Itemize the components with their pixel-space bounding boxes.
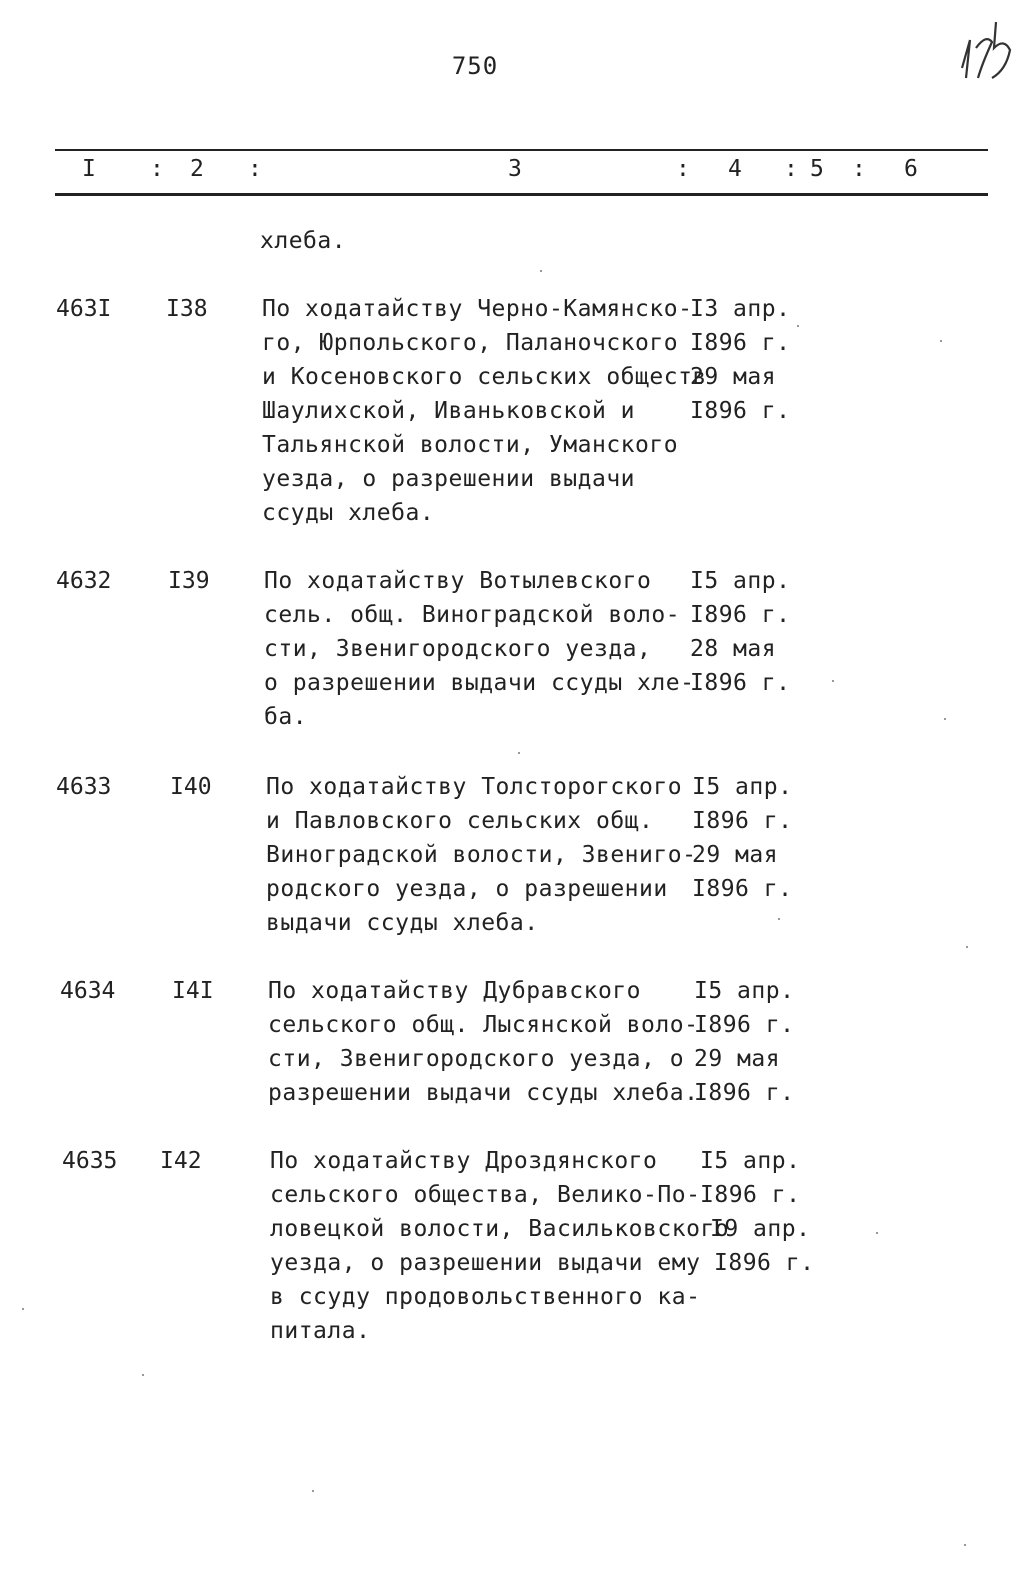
description-line: По ходатайству Черно-Камянско-: [262, 296, 693, 322]
description-line: ловецкой волости, Васильковского: [270, 1216, 730, 1242]
date-start: I5 апр.: [694, 978, 795, 1004]
date-start: I5 апр.: [692, 774, 793, 800]
entry-description: [264, 564, 694, 734]
entry-subnumber: I38: [166, 296, 208, 322]
date-end: 29 мая: [690, 364, 777, 390]
column-separator: :: [248, 156, 262, 182]
description-line: По ходатайству Дроздянского: [270, 1148, 658, 1174]
entry-number: 4632: [56, 568, 112, 594]
header-top-rule: [55, 149, 988, 151]
entry-number: 4634: [60, 978, 116, 1004]
year-end: I896 г.: [714, 1250, 815, 1276]
description-line: По ходатайству Дубравского: [268, 978, 642, 1004]
scan-speck: [142, 1374, 144, 1376]
handwritten-folio-mark: [948, 8, 1018, 98]
description-line: сель. общ. Виноградской воло-: [264, 602, 681, 628]
description-line: По ходатайству Вотылевского: [264, 568, 652, 594]
entry-number: 4635: [62, 1148, 118, 1174]
column-separator: :: [676, 156, 690, 182]
description-line: сельского общ. Лысянской воло-: [268, 1012, 699, 1038]
header-bottom-rule: [55, 193, 988, 196]
year-end: I896 г.: [690, 398, 791, 424]
entry-description: [268, 974, 698, 1110]
description-line: питала.: [270, 1318, 371, 1344]
description-line: сельского общества, Велико-По-: [270, 1182, 701, 1208]
description-line: го, Юрпольского, Паланочского: [262, 330, 679, 356]
date-end: I9 апр.: [710, 1216, 811, 1242]
date-start: I5 апр.: [700, 1148, 801, 1174]
column-header-6: 6: [904, 156, 918, 182]
description-line: в ссуду продовольственного ка-: [270, 1284, 701, 1310]
column-header-2: 2: [190, 156, 204, 182]
entry-number: 4633: [56, 774, 112, 800]
description-line: уезда, о разрешении выдачи: [262, 466, 636, 492]
scan-speck: [964, 1544, 966, 1546]
scan-speck: [312, 1490, 314, 1492]
description-line: разрешении выдачи ссуды хлеба.: [268, 1080, 699, 1106]
description-line: сти, Звенигородского уезда,: [264, 636, 652, 662]
year-start: I896 г.: [700, 1182, 801, 1208]
description-line: По ходатайству Толсторогского: [266, 774, 683, 800]
scan-speck: [22, 1308, 24, 1310]
description-line: уезда, о разрешении выдачи ему: [270, 1250, 701, 1276]
column-header-4: 4: [728, 156, 742, 182]
description-line: сти, Звенигородского уезда, о: [268, 1046, 685, 1072]
year-start: I896 г.: [690, 602, 791, 628]
scan-speck: [876, 1232, 878, 1234]
date-start: I3 апр.: [690, 296, 791, 322]
year-start: I896 г.: [692, 808, 793, 834]
date-end: 29 мая: [692, 842, 779, 868]
column-separator: :: [150, 156, 164, 182]
column-header-row: [0, 156, 1024, 190]
description-line: ссуды хлеба.: [262, 500, 435, 526]
entry-dates: [700, 1144, 814, 1280]
description-line: ба.: [264, 704, 308, 730]
year-end: I896 г.: [694, 1080, 795, 1106]
scan-speck: [540, 270, 542, 272]
year-end: I896 г.: [690, 670, 791, 696]
column-header-5: 5: [810, 156, 824, 182]
page-number: 750: [451, 52, 499, 80]
year-end: I896 г.: [692, 876, 793, 902]
date-end: 29 мая: [694, 1046, 781, 1072]
entry-subnumber: I39: [168, 568, 210, 594]
entry-dates: [692, 770, 792, 906]
entry-description: [266, 770, 696, 940]
year-start: I896 г.: [690, 330, 791, 356]
entry-dates: [694, 974, 794, 1110]
scan-speck: [518, 752, 520, 754]
entry-dates: [690, 564, 790, 700]
description-line: родского уезда, о разрешении: [266, 876, 668, 902]
scan-speck: [940, 340, 942, 342]
handwritten-folio-number: [948, 8, 1018, 98]
entry-number: 463I: [56, 296, 112, 322]
entry-description: [270, 1144, 729, 1348]
carryover-text: хлеба.: [260, 228, 347, 254]
description-line: Виноградской волости, Звениго-: [266, 842, 697, 868]
description-line: Шаулихской, Иваньковской и: [262, 398, 636, 424]
scan-speck: [797, 325, 799, 327]
date-start: I5 апр.: [690, 568, 791, 594]
entry-description: [262, 292, 707, 530]
year-start: I896 г.: [694, 1012, 795, 1038]
column-separator: :: [852, 156, 866, 182]
scan-speck: [832, 680, 834, 682]
scan-speck: [944, 718, 946, 720]
description-line: и Павловского сельских общ.: [266, 808, 654, 834]
date-end: 28 мая: [690, 636, 777, 662]
entry-subnumber: I40: [170, 774, 212, 800]
entry-subnumber: I4I: [172, 978, 214, 1004]
entry-subnumber: I42: [160, 1148, 202, 1174]
scan-speck: [778, 918, 780, 920]
description-line: Тальянской волости, Уманского: [262, 432, 679, 458]
scan-speck: [966, 946, 968, 948]
column-header-3: 3: [508, 156, 522, 182]
entry-dates: [690, 292, 790, 428]
column-header-1: I: [82, 156, 96, 182]
description-line: о разрешении выдачи ссуды хле-: [264, 670, 695, 696]
description-line: и Косеновского сельских обществ: [262, 364, 707, 390]
description-line: выдачи ссуды хлеба.: [266, 910, 539, 936]
column-separator: :: [784, 156, 798, 182]
